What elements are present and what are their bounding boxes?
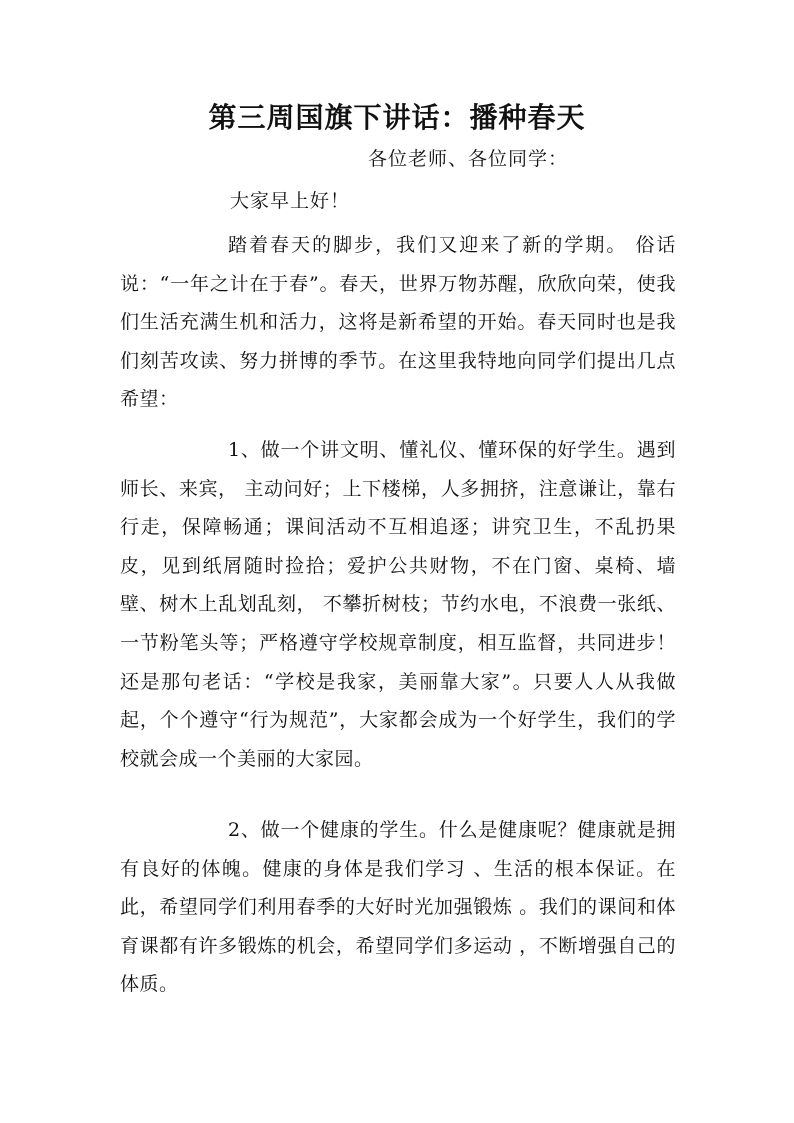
greeting: 大家早上好！ (230, 190, 351, 212)
paragraph-intro: 踏着春天的脚步，我们又迎来了新的学期。 俗话说：“一年之计在于春”。春天，世界万物苏醒，欣欣向荣，使我们生活充满生机和活力，这将是新希望的开始。春天同时也是我们刻苦攻读、努力拼博的季节。在这里我特地向同学们提出几点希望： (120, 234, 676, 411)
salutation: 各位老师、各位同学： (368, 148, 569, 170)
document-title: 第三周国旗下讲话：播种春天 (208, 101, 586, 134)
paragraph-point-2: 2、做一个健康的学生。什么是健康呢？健康就是拥有良好的体魄。健康的身体是我们学习 、生活的根本保证。在此，希望同学们利用春季的大好时光加强锻炼 。我们的课间和体育课都有许多锻炼的机会，希望同学们多运动 ，不断增强自己的体质。 (120, 819, 676, 996)
paragraph-point-1: 1、做一个讲文明、懂礼仪、懂环保的好学生。遇到师长、来宾， 主动问好；上下楼梯，人多拥挤，注意谦让，靠右行走，保障畅通；课间活动不互相追逐；讲究卫生，不乱扔果皮，见到纸屑随时捡拾；爱护公共财物，不在门窗、桌椅、墙壁、树木上乱划乱刻， 不攀折树枝；节约水电，不浪费一张纸、一节粉笔头等；严格遵守学校规章制度，相互监督，共同进步！ 还是那句老话：“学校是我家，美丽靠大家”。只要人人从我做起，个个遵守“行为规范”，大家都会成为一个好学生，我们的学校就会成一个美丽的大家园。 (120, 439, 676, 770)
